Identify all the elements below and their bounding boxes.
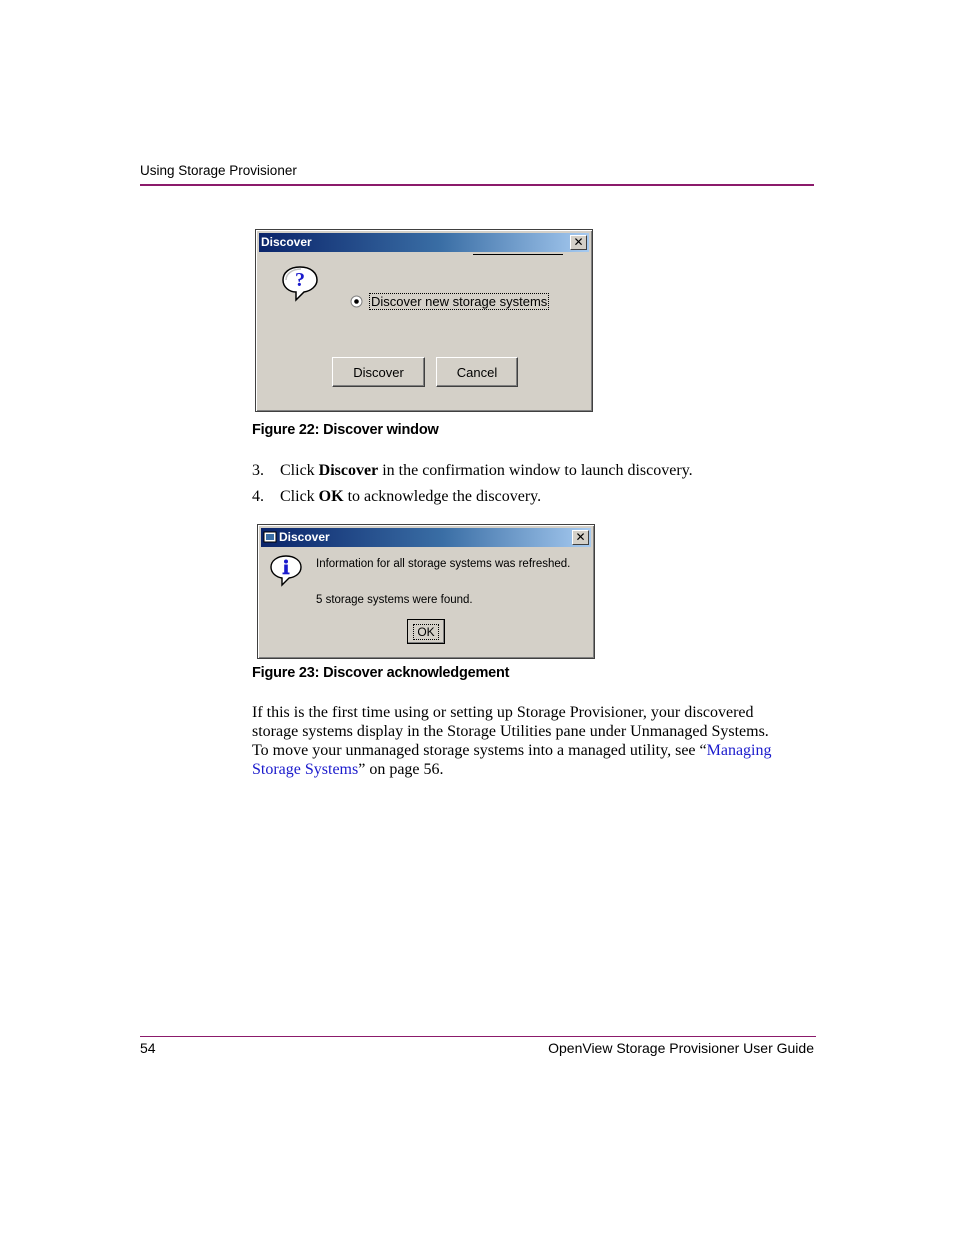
close-icon: ✕	[575, 530, 586, 544]
footer-rule	[140, 1036, 816, 1037]
discover-ack-dialog	[257, 524, 595, 659]
step-3-number: 3.	[252, 462, 264, 479]
header-rule	[140, 184, 814, 186]
step-4	[252, 487, 541, 506]
step-3-text-post: in the confirmation window to launch discovery.	[378, 462, 693, 479]
paragraph-line-2: storage systems display in the Storage Utilities pane under Unmanaged Systems.	[252, 723, 769, 740]
discover-option[interactable]	[350, 292, 549, 310]
figure-23-caption: Figure 23: Discover acknowledgement	[252, 665, 510, 681]
discover-dialog-title: Discover	[261, 235, 312, 249]
step-3	[252, 461, 693, 480]
discover-option-label: Discover new storage systems	[371, 293, 548, 309]
discover-dialog	[255, 229, 593, 412]
step-3-text-pre: Click	[280, 462, 319, 479]
discover-ack-titlebar	[261, 528, 591, 547]
info-icon	[269, 554, 303, 588]
cancel-button[interactable]: Cancel	[436, 357, 518, 387]
discover-button[interactable]: Discover	[332, 357, 425, 387]
discover-ack-title: Discover	[279, 530, 330, 544]
step-4-text-pre: Click	[280, 488, 319, 505]
close-button[interactable]	[570, 235, 587, 250]
step-4-number: 4.	[252, 488, 264, 505]
svg-text:?: ?	[295, 269, 305, 291]
close-icon: ✕	[573, 235, 584, 249]
radio-selected-icon[interactable]	[350, 295, 363, 308]
paragraph-line-4	[252, 760, 822, 779]
ack-message-found: 5 storage systems were found.	[316, 594, 473, 606]
page-number: 54	[140, 1040, 156, 1056]
managing-storage-link-part2[interactable]: Storage Systems	[252, 761, 359, 778]
managing-storage-link-part1[interactable]: Managing	[706, 742, 772, 759]
close-button[interactable]	[572, 530, 589, 545]
question-icon	[280, 264, 320, 304]
window-app-icon	[263, 530, 277, 544]
body-paragraph	[252, 703, 822, 779]
ok-button[interactable]	[407, 619, 445, 644]
paragraph-line-3-text: To move your unmanaged storage systems into a managed utility, see “	[252, 742, 707, 759]
figure-22-caption: Figure 22: Discover window	[252, 422, 439, 438]
paragraph-line-3	[252, 741, 822, 760]
running-header: Using Storage Provisioner	[140, 163, 297, 178]
ok-button-label: OK	[413, 624, 438, 640]
guide-title: OpenView Storage Provisioner User Guide	[548, 1040, 814, 1056]
discover-dialog-titlebar	[259, 233, 589, 252]
titlebar-underline	[473, 254, 563, 255]
step-4-bold: OK	[318, 488, 344, 505]
paragraph-line-1: If this is the first time using or setting up Storage Provisioner, your discovered	[252, 704, 754, 721]
step-3-bold: Discover	[318, 462, 379, 479]
ack-message-refreshed: Information for all storage systems was refreshed.	[316, 558, 571, 570]
paragraph-line-4-text: ” on page 56.	[358, 761, 444, 778]
step-4-text-post: to acknowledge the discovery.	[343, 488, 542, 505]
